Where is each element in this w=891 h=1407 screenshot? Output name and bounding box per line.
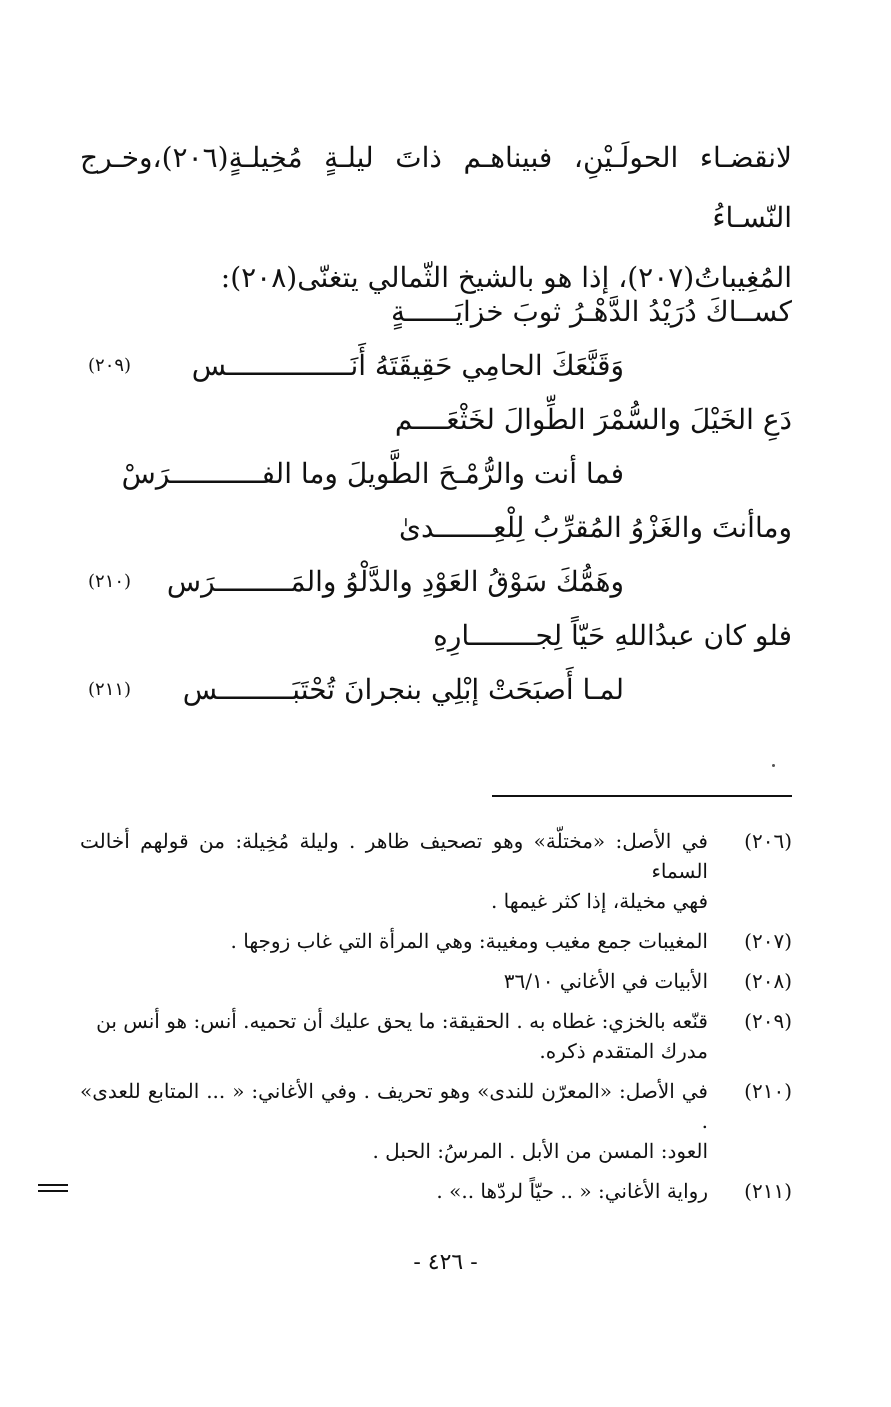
footnote-line: المغيبات جمع مغيب ومغيبة: وهي المرأة التي غاب زوجها . [230,929,708,953]
verse-text: لمـا أَصبَحَتْ إبْلِي بنجرانَ تُحْتَبَـــــــــس [182,673,624,706]
verse-line [80,555,792,609]
verse-text: فما أنت والرُّمْـحَ الطَّويلَ وما الفـــــــــــرَسْ [121,457,624,490]
verse-line [80,663,792,717]
footnote [80,826,792,916]
footnote-line: قنّعه بالخزي: غطاه به . الحقيقة: ما يحق عليك أن تحميه. أنس: هو أنس بن [96,1009,708,1033]
footnote-text [80,1176,708,1206]
footnote-number: (٢٠٦) [744,829,792,853]
footnote-ref: (٢١٠) [88,571,132,592]
footnote-line: في الأصل: «المعرّن للندى» وهو تحريف . وفي الأغاني: « ... المتابع للعدى» . [80,1079,708,1133]
footnote-ref: (٢٠٩) [88,355,132,376]
print-speck [772,764,775,767]
footnote-number: (٢٠٩) [744,1009,792,1033]
footnote-line: فهي مخيلة، إذا كثر غيمها . [490,889,708,913]
footnote [80,926,792,956]
footnote-number: (٢٠٨) [744,969,792,993]
verse-line [80,447,792,501]
page-number: - ٤٢٦ - [413,1250,478,1275]
verse-text: فلو كان عبدُاللهِ حَيّاً لِجــــــــارِهِ [433,619,792,652]
verse-text: كســاكَ دُرَيْدُ الدَّهْـرُ ثوبَ خزايَــــــةٍ [390,295,792,328]
verse-text: وهَمُّكَ سَوْقُ العَوْدِ والدَّلْوُ والمَـــــــــرَس [166,565,624,598]
verse-line [80,339,792,393]
verse-line [80,285,792,339]
footnote [80,1006,792,1066]
footnotes [80,826,792,1216]
poem [80,285,792,717]
footnote-number: (٢٠٧) [744,929,792,953]
verse-line [80,501,792,555]
verse-text: وَقَنَّعَكَ الحامِي حَقِيقَتَهُ أَنَـــــــــــــــس [191,349,624,382]
margin-mark [38,1184,68,1192]
verse-text: وماأنتَ والغَزْوُ المُقرِّبُ لِلْعِـــــــدىٰ [399,511,792,544]
footnote-ref: (٢١١) [88,679,132,700]
footnote [80,1076,792,1166]
footnote-line: رواية الأغاني: « .. حيّاً لردّها ..» . [436,1179,708,1203]
footnote-line: العود: المسن من الأبل . المرسُ: الحبل . [372,1139,708,1163]
footnote-number: (٢١١) [744,1179,792,1203]
footnote [80,1176,792,1206]
footnote-text [80,1006,708,1066]
verse-line [80,393,792,447]
footnote-text [80,826,708,916]
prose-line: لانقضـاء الحولَـيْنِ، فبيناهـم ذاتَ ليلـةٍ مُخِيلـةٍ(٢٠٦)،وخـرج النّسـاءُ [80,141,792,234]
footnote-text [80,926,708,956]
footnote [80,966,792,996]
prose-line: المُغِيباتُ(٢٠٧)، إذا هو بالشيخ الثّمالي يتغنّى(٢٠٨): [220,261,792,294]
prose-paragraph [80,128,792,308]
footnote-text [80,1076,708,1166]
verse-line [80,609,792,663]
footnote-separator [492,795,792,797]
footnote-number: (٢١٠) [744,1079,792,1103]
footnote-text [80,966,708,996]
footnote-line: في الأصل: «مختلّة» وهو تصحيف ظاهر . وليلة مُخِيلة: من قولهم أخالت السماء [80,829,708,883]
footnote-line: مدرك المتقدم ذكره. [539,1039,708,1063]
footnote-line: الأبيات في الأغاني ٣٦/١٠ [503,969,708,993]
verse-text: دَعِ الخَيْلَ والسُّمْرَ الطِّوالَ لخَثْعَــــم [394,403,792,436]
